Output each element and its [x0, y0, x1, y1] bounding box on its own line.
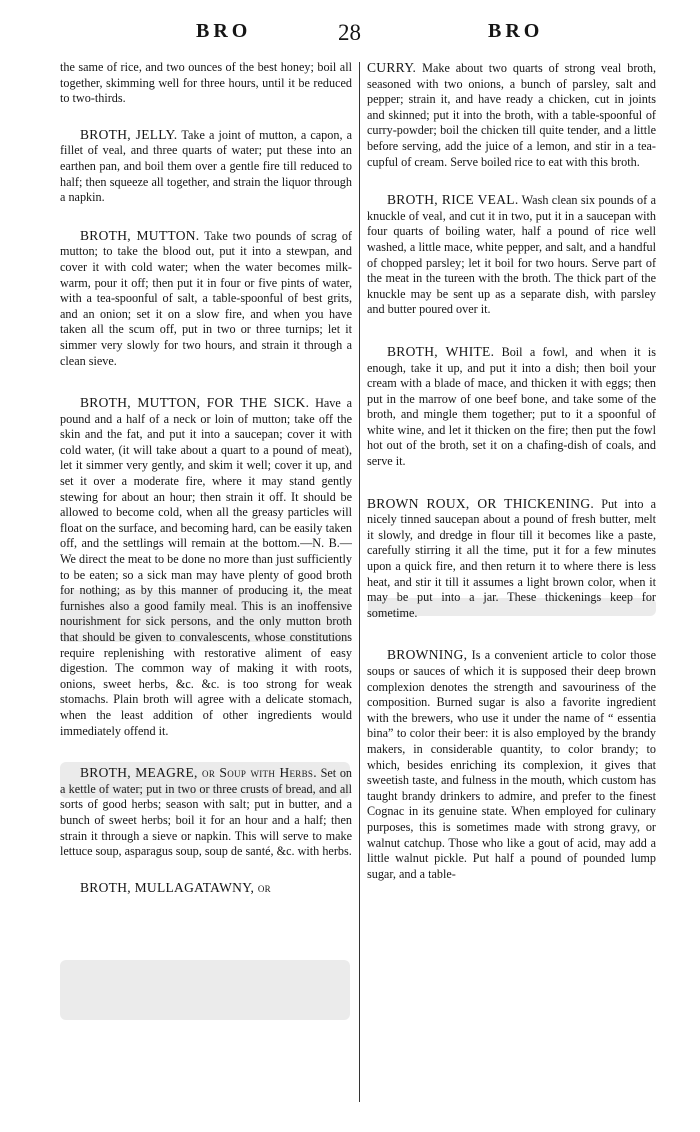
entry-headword: BROTH, RICE VEAL. — [387, 192, 519, 208]
entry-text: Boil a fowl, and when it is enough, take it up, and put it into a dish; then boil your cream with a blade of mace, and thicken it with eggs; then put in the marrow of one beef bone, and take some of the broth, and mingle them together; put to it a spoonful of white wine, and let it thicken on the fire; then put the fowl hot out of the broth, set it on a chafing-dish of coals, and serve it. — [367, 344, 657, 469]
entry-broth-rice-veal — [367, 192, 656, 318]
entry-headword: BROTH, MUTTON. — [80, 227, 200, 243]
entry-text: Is a convenient article to color those soups or sauces of which it is supposed their deep brown complexion denotes the strength and savouriness of the composition. Burned sugar is also a favorite ingredient with the brewers, who use it under the name of “ essentia bina” to color their beer: it is also employed by the brandy makers, in considerable quantity, to color brandy; to which, besides enriching its complexion, it gives that sweetish taste, and fulness in the mouth, which custom has taught brandy drinkers to admire, and prefer to the finest Cognac in its genuine state. When employed for culinary purposes, this is sometimes made with strong gravy, or walnut catchup. Those who like a gout of acid, may add a little walnut pickle. Put half a pound of pounded lump sugar, and a table- — [367, 648, 656, 881]
entry-text: the same of rice, and two ounces of the best honey; boil all together, skimming well for three hours, until it be reduced to two-thirds. — [60, 60, 352, 106]
entry-broth-mutton-sick — [60, 395, 352, 739]
entry-continuation — [60, 60, 352, 107]
entry-text: Set on a kettle of water; put in two or three crusts of bread, and all sorts of good herbs; season with salt; put in butter, and a bunch of sweet herbs; boil it for an hour and a half; then strain it through a sieve or napkin. This will serve to make lettuce soup, asparagus soup, soup de santé, &c. with herbs. — [60, 766, 353, 859]
running-head-left: BRO — [196, 20, 252, 42]
column-divider — [359, 62, 360, 1102]
entry-text: Take a joint of mutton, a capon, a fillet of veal, and three quarts of water; put these into an earthen pan, and boil them over a gentle fire till reduced to half; then squeeze all together, and strain the liquor through a napkin. — [60, 127, 353, 205]
entry-headword: BROTH, WHITE. — [387, 343, 495, 359]
print-smudge — [368, 598, 656, 616]
entry-curry — [367, 60, 656, 170]
entry-text: Wash clean six pounds of a knuckle of veal, and cut it in two, put it in a saucepan with four quarts of boiling water, half a pound of rice well washed, a little mace, white pepper, and salt, and a handful of chopped parsley; let it boil for two hours. Serve part of the meat in the tureen with the broth. The thick part of the knuckle may be sent up as a separate dish, with parsley and butter poured over it. — [367, 193, 656, 317]
entry-browning — [367, 647, 656, 882]
entry-headword: BROTH, MEAGRE, or Soup with Herbs. — [80, 765, 317, 781]
entry-text: Have a pound and a half of a neck or loin of mutton; take off the skin and the fat, and put it into a saucepan; cover it with cold water, (it will take about a quart to a pound of meat), let it simmer very gently, and skim it well; cover it up, and set it over a moderate fire, where it may stand gently stewing for about an hour; then strain it off. It should be allowed to become cold, when all the greasy particles will float on the surface, and becoming hard, can be easily taken off, and the settlings will remain at the bottom.—N. B.—We direct the meat to be done no more than just sufficiently to be eaten; so a sick man may have plenty of good broth for nothing; as by this manner of producing it, the meat furnishes also a good family meal. This is an inoffensive nourishment for sick persons, and the only mutton broth that should be given to convalescents, whose constitutions require replenishing with restorative aliment of easy digestion. The common way of making it with roots, onions, sweet herbs, &c. &c. is too strong for weak stomachs. Plain broth will agree with a delicate stomach, when the least addition of other ingredients would immediately offend it. — [60, 396, 353, 738]
print-smudge — [60, 762, 350, 798]
entry-headword: CURRY. — [367, 60, 417, 75]
entry-headword: BROWNING, — [387, 647, 468, 663]
print-smudge — [60, 590, 350, 642]
entry-headword: BROTH, JELLY. — [80, 126, 178, 142]
entry-headword: BROTH, MULLAGATAWNY, or — [80, 879, 271, 895]
entry-broth-mullagatawny — [60, 880, 352, 897]
print-smudge — [60, 960, 350, 1020]
page-number: 28 — [338, 20, 361, 45]
entry-text: Put into a nicely tinned saucepan about a pound of fresh butter, melt it slowly, and dredge in flour till it becomes like a paste, carefully stirring it all the time, put it for a few minutes upon a quick fire, and then return it to where there is less heat, and stir it till it assumes a light brown color, when it may be put into a jar. These thickenings keep for sometime. — [367, 496, 657, 620]
entry-broth-mutton — [60, 228, 352, 369]
entry-headword: BROWN ROUX, OR THICKENING. — [367, 495, 595, 511]
entry-broth-white — [367, 344, 656, 470]
right-column — [367, 60, 656, 904]
entry-text: Make about two quarts of strong veal broth, seasoned with two onions, a bunch of parsley, salt and pepper; strain it, and have ready a chicken, cut in joints and skinned; put it into the broth, with a table-spoonful of curry-powder; boil the chicken till quite tender, and a little before serving, add the juice of a lemon, and stir in a tea-cupful of cream. Serve boiled rice to eat with this broth. — [367, 61, 656, 169]
entry-headword: BROTH, MUTTON, FOR THE SICK. — [80, 395, 310, 411]
page-header — [0, 20, 700, 60]
entry-text: Take two pounds of scrag of mutton; to take the blood out, put it into a stewpan, and cover it with cold water; when the water becomes milk-warm, pour it off; then put it in four or five pints of water, with a tea-spoonful of salt, a table-spoonful of best grits, and an onion; set it on a slow fire, and when you have taken all the scum off, put in two or three turnips; let it simmer very slowly for two hours, and strain it through a clean sieve. — [60, 228, 352, 368]
running-head-right: BRO — [488, 20, 544, 42]
entry-broth-jelly — [60, 127, 352, 206]
